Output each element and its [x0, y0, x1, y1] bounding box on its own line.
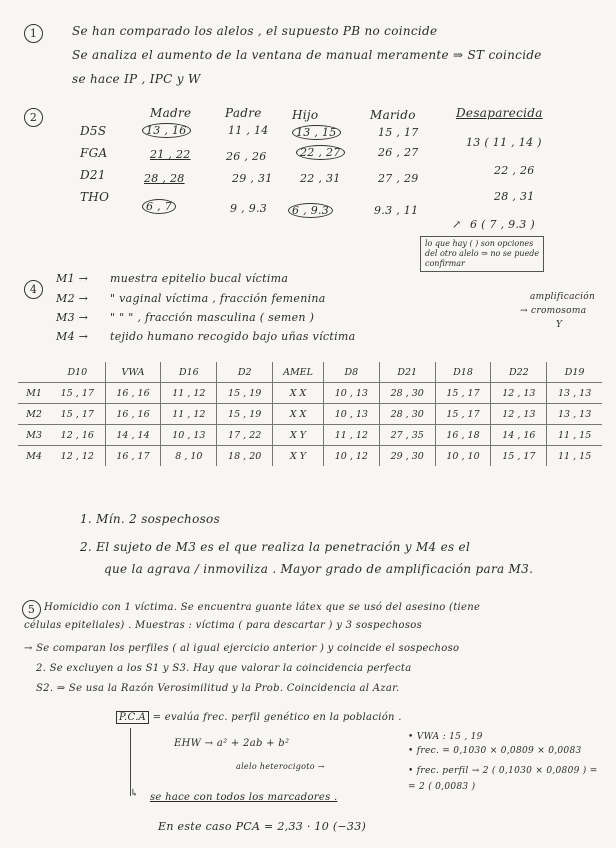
marido-cell: 15 , 17: [378, 126, 419, 139]
side-note: amplificación: [530, 292, 596, 302]
column-header: D19: [547, 362, 602, 383]
madre-cell: 28 , 28: [144, 172, 185, 185]
row-label: M3: [18, 425, 50, 446]
section-1-number: 1: [24, 24, 43, 43]
table-header-row: [18, 362, 602, 383]
column-header: AMEL: [273, 362, 324, 383]
str-table: [18, 362, 602, 466]
table-cell: 14 , 16: [491, 425, 547, 446]
section-1-line-3: se hace IP , IPC y W: [72, 72, 201, 86]
table-cell: 15 , 17: [50, 383, 105, 404]
hijo-cell: 6 , 9.3: [288, 204, 333, 217]
table-cell: 16 , 16: [105, 383, 161, 404]
calc-line: • frec. perfil → 2 ( 0,1030 × 0,0809 ) =: [408, 766, 598, 776]
section-4-number: 4: [24, 280, 43, 299]
bracket-line: [130, 728, 131, 796]
table-cell: 12 , 13: [491, 404, 547, 425]
sample-label: M4 →: [56, 330, 89, 343]
sample-text: " vaginal víctima , fracción femenina: [110, 292, 326, 305]
column-header: D2: [217, 362, 273, 383]
col-header-hijo: Hijo: [292, 108, 319, 122]
madre-cell: 6 , 7: [142, 200, 176, 213]
column-header: D21: [379, 362, 435, 383]
table-cell: 12 , 12: [60, 450, 94, 462]
side-note: Y: [556, 320, 563, 330]
column-header: D8: [323, 362, 379, 383]
section-1-line-2: Se analiza el aumento de la ventana de manual meramente ⇒ ST coincide: [72, 48, 542, 62]
table-cell: 16 , 16: [105, 404, 161, 425]
table-row: [18, 446, 602, 467]
calc-line: • VWA : 15 , 19: [408, 732, 483, 742]
table-cell: 16 , 18: [435, 425, 491, 446]
table-cell: 29 , 30: [379, 446, 435, 467]
col-header-padre: Padre: [225, 106, 262, 120]
locus-label: FGA: [80, 146, 108, 160]
table-cell: 12 , 13: [491, 383, 547, 404]
table-cell: 12 , 16: [50, 425, 105, 446]
table-cell: 15 , 17: [435, 383, 491, 404]
table-cell: 11 , 12: [323, 425, 379, 446]
table-cell: 10 , 12: [323, 446, 379, 467]
table-cell: 15 , 19: [217, 404, 273, 425]
col-header-madre: Madre: [150, 106, 192, 120]
conclusion-2-line-1: 2. El sujeto de M3 es el que realiza la penetración y M4 es el: [80, 540, 471, 554]
locus-label: D21: [80, 168, 106, 182]
note-box: [420, 236, 544, 272]
padre-cell: 29 , 31: [232, 172, 273, 185]
table-cell: 15 , 17: [50, 404, 105, 425]
table-row: [18, 404, 602, 425]
sample-label: M3 →: [56, 311, 89, 324]
locus-label: THO: [80, 190, 110, 204]
table-cell: 28 , 30: [379, 404, 435, 425]
table-cell: 28 , 30: [379, 383, 435, 404]
sample-label: M1 →: [56, 272, 89, 285]
table-cell: 14 , 14: [105, 425, 161, 446]
sample-text: " " " , fracción masculina ( semen ): [110, 311, 315, 324]
table-cell: 15 , 19: [217, 383, 273, 404]
column-header: VWA: [105, 362, 161, 383]
madre-cell: 21 , 22: [150, 148, 191, 161]
table-cell: 15 , 17: [491, 446, 547, 467]
conclusion-2-line-2: que la agrava / inmoviliza . Mayor grado de amplificación para M3.: [104, 562, 534, 576]
all-markers-note: se hace con todos los marcadores .: [150, 792, 338, 803]
column-header: D16: [161, 362, 217, 383]
table-cell: 10 , 13: [323, 404, 379, 425]
sample-text: muestra epitelio bucal víctima: [110, 272, 289, 285]
row-header-blank: [18, 362, 50, 383]
section-5-number: 5: [22, 600, 41, 619]
table-cell: 17 , 22: [217, 425, 273, 446]
final-result: En este caso PCA = 2,33 · 10 (−33): [158, 820, 367, 833]
table-cell: 18 , 20: [217, 446, 273, 467]
section-1-line-1: Se han comparado los alelos , el supuesto PB no coincide: [72, 24, 438, 38]
calc-line: • frec. = 0,1030 × 0,0809 × 0,0083: [408, 746, 582, 756]
side-note: → cromosoma: [520, 306, 587, 316]
table-cell: 27 , 35: [379, 425, 435, 446]
table-cell: 10 , 13: [161, 425, 217, 446]
note-line: lo que hay ( ) son opciones: [425, 239, 534, 248]
sample-text: tejido humano recogido bajo uñas víctima: [110, 330, 356, 343]
row-label: M1: [18, 383, 50, 404]
col-header-desaparecida: Desaparecida: [456, 106, 543, 120]
section-5-line-5: S2. ⇒ Se usa la Razón Verosimilitud y la Prob. Coincidencia al Azar.: [36, 683, 400, 694]
section-2-number: 2: [24, 108, 43, 127]
bracket-arrow-icon: ↳: [130, 788, 139, 799]
desaparecida-cell: 13 ( 11 , 14 ): [466, 136, 542, 149]
pca-definition: [116, 712, 402, 723]
padre-cell: 26 , 26: [226, 150, 267, 163]
desaparecida-cell: 28 , 31: [494, 190, 535, 203]
table-cell: 10 , 13: [323, 383, 379, 404]
marido-cell: 9.3 , 11: [374, 204, 419, 217]
table-cell: 11 , 15: [547, 425, 602, 446]
calc-line: = 2 ( 0,0083 ): [408, 782, 476, 792]
desaparecida-cell: 22 , 26: [494, 164, 535, 177]
locus-label: D5S: [80, 124, 107, 138]
padre-cell: 9 , 9.3: [230, 202, 268, 215]
table-cell: X Y: [273, 425, 324, 446]
section-5-line-2: células epiteliales) . Muestras : víctima ( para descartar ) y 3 sospechosos: [24, 620, 423, 631]
table-cell: 11 , 12: [161, 404, 217, 425]
side-note-text: cromosoma: [531, 306, 587, 316]
sample-label: M2 →: [56, 292, 89, 305]
row-label: M4: [26, 450, 42, 462]
table-row: [18, 383, 602, 404]
section-5-line-1: Homicidio con 1 víctima. Se encuentra guante látex que se usó del asesino (tiene: [44, 602, 481, 613]
table-cell: 16 , 17: [105, 446, 161, 467]
pca-label: P.C.A: [116, 711, 149, 724]
table-cell: X X: [273, 383, 324, 404]
marido-cell: 26 , 27: [378, 146, 419, 159]
table-cell: X X: [273, 404, 324, 425]
padre-cell: 11 , 14: [228, 124, 269, 137]
desaparecida-cell: 6 ( 7 , 9.3 ): [470, 218, 535, 231]
table-cell: 13 , 13: [547, 383, 602, 404]
table-cell: 8 , 10: [161, 446, 217, 467]
hijo-cell: 13 , 15: [292, 126, 341, 139]
column-header: D22: [491, 362, 547, 383]
note-line: del otro alelo ⇒ no se puede: [425, 249, 540, 258]
conclusion-1: 1. Mín. 2 sospechosos: [80, 512, 221, 526]
ehw-formula: EHW → a² + 2ab + b²: [174, 738, 290, 749]
hijo-cell: 22 , 31: [300, 172, 341, 185]
table-cell: 13 , 13: [547, 404, 602, 425]
note-line: confirmar: [425, 259, 465, 268]
heterozygote-note: alelo heterocigoto →: [236, 762, 325, 771]
marido-cell: 27 , 29: [378, 172, 419, 185]
table-cell: X Y: [273, 446, 324, 467]
arrow-icon: ↗: [452, 218, 462, 231]
table-cell: 15 , 17: [435, 404, 491, 425]
table-row: [18, 425, 602, 446]
table-cell: 11 , 12: [161, 383, 217, 404]
hijo-cell: 22 , 27: [296, 146, 345, 159]
column-header: D18: [435, 362, 491, 383]
row-label: M2: [18, 404, 50, 425]
table-cell: 11 , 15: [547, 446, 602, 467]
table-cell: 10 , 10: [435, 446, 491, 467]
madre-cell: 13 , 16: [142, 124, 191, 137]
pca-text: = evalúa frec. perfil genético en la población .: [152, 712, 402, 723]
column-header: D10: [50, 362, 105, 383]
section-5-line-4: 2. Se excluyen a los S1 y S3. Hay que valorar la coincidencia perfecta: [36, 663, 412, 674]
col-header-marido: Marido: [370, 108, 416, 122]
section-5-line-3: → Se comparan los perfiles ( al igual ejercicio anterior ) y coincide el sospechoso: [24, 643, 460, 654]
